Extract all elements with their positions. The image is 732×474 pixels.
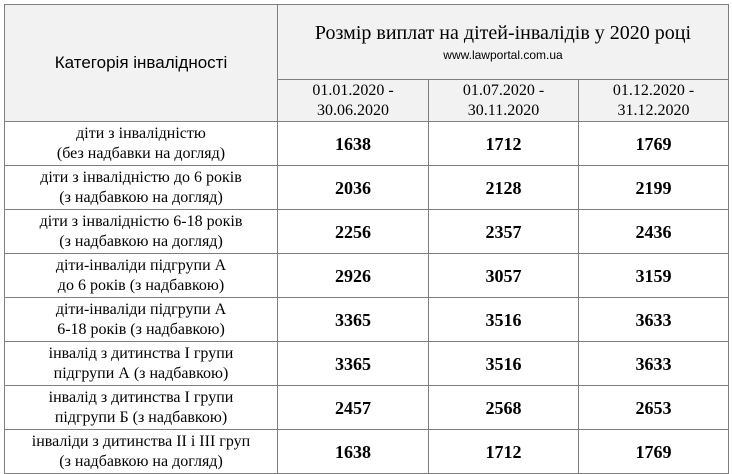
site-url: www.lawportal.com.ua: [443, 48, 563, 62]
category-cell: діти-інваліди підгрупи А 6-18 років (з надбавкою): [5, 298, 278, 342]
value-cell: 3516: [429, 298, 579, 342]
category-cell: діти з інвалідністю до 6 років (з надбавкою на догляд): [5, 166, 278, 210]
value-cell: 3365: [278, 298, 429, 342]
category-cell: діти з інвалідністю (без надбавки на догляд): [5, 122, 278, 166]
value-cell: 2128: [429, 166, 579, 210]
period-header: 01.07.2020 - 30.11.2020: [429, 80, 579, 122]
value-cell: 2457: [278, 386, 429, 430]
value-cell: 1638: [278, 122, 429, 166]
value-cell: 2357: [429, 210, 579, 254]
value-cell: 3057: [429, 254, 579, 298]
table-row: [5, 122, 729, 166]
value-cell: 1712: [429, 430, 579, 474]
title-cell: [278, 5, 729, 80]
table-row: [5, 210, 729, 254]
table-row: [5, 342, 729, 386]
table-row: [5, 298, 729, 342]
value-cell: 3516: [429, 342, 579, 386]
value-cell: 1712: [429, 122, 579, 166]
value-cell: 2036: [278, 166, 429, 210]
value-cell: 2256: [278, 210, 429, 254]
category-cell: інвалід з дитинства І групи підгрупи Б (з надбавкою): [5, 386, 278, 430]
table-row: [5, 430, 729, 474]
value-cell: 1638: [278, 430, 429, 474]
benefits-table: [4, 4, 729, 474]
value-cell: 1769: [579, 122, 729, 166]
value-cell: 2653: [579, 386, 729, 430]
value-cell: 3633: [579, 298, 729, 342]
header-row: [5, 5, 729, 80]
category-cell: інваліди з дитинства ІІ і ІІІ груп (з надбавкою на догляд): [5, 430, 278, 474]
period-header: 01.01.2020 - 30.06.2020: [278, 80, 429, 122]
value-cell: 2926: [278, 254, 429, 298]
value-cell: 2199: [579, 166, 729, 210]
value-cell: 2436: [579, 210, 729, 254]
period-header: 01.12.2020 - 31.12.2020: [579, 80, 729, 122]
table-row: [5, 166, 729, 210]
value-cell: 1769: [579, 430, 729, 474]
table-title: Розмір виплат на дітей-інвалідів у 2020 році: [314, 22, 692, 44]
category-cell: інвалід з дитинства І групи підгрупи А (з надбавкою): [5, 342, 278, 386]
value-cell: 3633: [579, 342, 729, 386]
category-cell: діти-інваліди підгрупи А до 6 років (з надбавкою): [5, 254, 278, 298]
category-header: Категорія інвалідності: [5, 5, 278, 122]
category-cell: діти з інвалідністю 6-18 років (з надбавкою на догляд): [5, 210, 278, 254]
table-row: [5, 254, 729, 298]
value-cell: 2568: [429, 386, 579, 430]
value-cell: 3365: [278, 342, 429, 386]
value-cell: 3159: [579, 254, 729, 298]
table-row: [5, 386, 729, 430]
